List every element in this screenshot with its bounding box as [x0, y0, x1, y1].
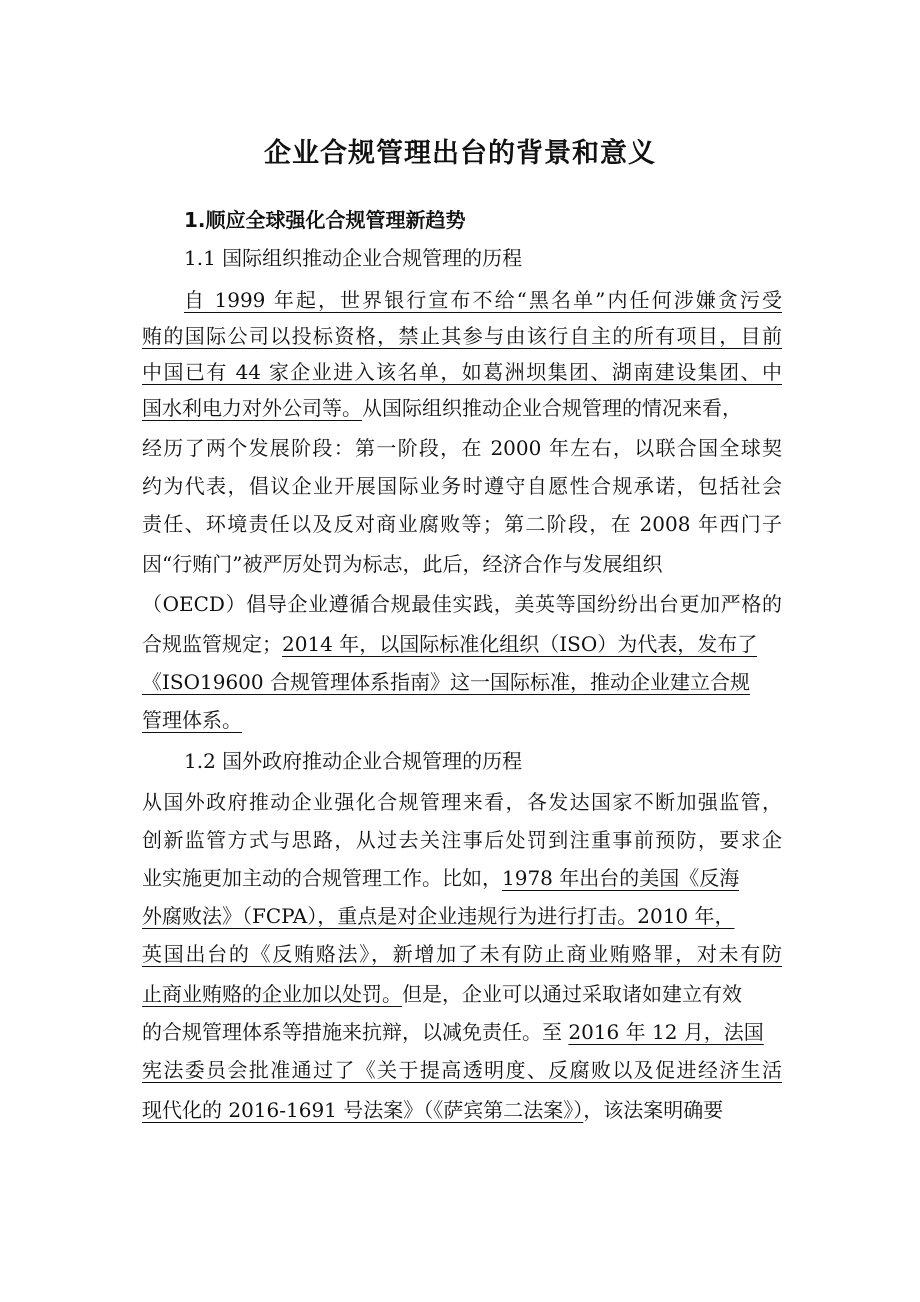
paragraph-1-line-6: 约为代表，倡议企业开展国际业务时遵守自愿性合规承诺，包括社会	[142, 474, 782, 498]
paragraph-1-line-8: 因“行贿门”被严厉处罚为标志，此后，经济合作与发展组织	[142, 552, 663, 576]
plain-text: 合规监管规定；	[142, 632, 282, 656]
paragraph-2-line-6	[142, 978, 742, 1010]
underlined-text: 国水利电力对外公司等。	[142, 396, 362, 420]
subsection-heading-1-2: 1.2 国外政府推动企业合规管理的历程	[184, 749, 523, 773]
paragraph-2-line-9	[142, 1094, 723, 1126]
section-heading-1: 1.顺应全球强化合规管理新趋势	[184, 208, 466, 232]
paragraph-1-line-4	[142, 392, 742, 424]
paragraph-1-line-9: （OECD）倡导企业遵循合规最佳实践，美英等国纷纷出台更加严格的	[142, 592, 782, 616]
paragraph-1-line-7: 责任、环境责任以及反对商业腐败等；第二阶段，在 2008 年西门子	[142, 512, 782, 536]
paragraph-1-line-5: 经历了两个发展阶段：第一阶段，在 2000 年左右，以联合国全球契	[142, 436, 782, 460]
paragraph-1-line-1: 自 1999 年起，世界银行宣布不给“黑名单”内任何涉嫌贪污受	[184, 288, 782, 312]
paragraph-1-line-2: 贿的国际公司以投标资格，禁止其参与由该行自主的所有项目，目前	[142, 324, 782, 348]
plain-text: 的合规管理体系等措施来抗辩，以减免责任。至	[142, 1020, 569, 1044]
paragraph-1-line-12: 管理体系。	[142, 708, 242, 732]
plain-text: 但是，企业可以通过采取诸如建立有效	[402, 982, 742, 1006]
plain-text: 业实施更加主动的合规管理工作。比如，	[142, 866, 502, 890]
underlined-text: 1978 年出台的美国《反海	[502, 866, 740, 890]
underlined-text: 2016 年 12 月，法国	[568, 1020, 764, 1044]
paragraph-2-line-8: 宪法委员会批准通过了《关于提高透明度、反腐败以及促进经济生活	[142, 1058, 782, 1082]
paragraph-2-line-1: 从国外政府推动企业强化合规管理来看，各发达国家不断加强监管，	[142, 790, 782, 814]
paragraph-2-line-4: 外腐败法》（FCPA），重点是对企业违规行为进行打击。2010 年，	[142, 904, 735, 928]
paragraph-2-line-3	[142, 862, 739, 894]
underlined-text: 现代化的 2016-1691 号法案》（《萨宾第二法案》）	[142, 1098, 584, 1122]
plain-text: 从国际组织推动企业合规管理的情况来看，	[362, 396, 742, 420]
paragraph-2-line-2: 创新监管方式与思路，从过去关注事后处罚到注重事前预防，要求企	[142, 828, 782, 852]
paragraph-2-line-7	[142, 1016, 764, 1048]
paragraph-1-line-11: 《ISO19600 合规管理体系指南》这一国际标准，推动企业建立合规	[142, 670, 750, 694]
document-title: 企业合规管理出台的背景和意义	[264, 138, 656, 169]
paragraph-1-line-3: 中国已有 44 家企业进入该名单，如葛洲坝集团、湖南建设集团、中	[142, 360, 782, 384]
underlined-text: 止商业贿赂的企业加以处罚。	[142, 982, 402, 1006]
subsection-heading-1-1: 1.1 国际组织推动企业合规管理的历程	[184, 246, 523, 270]
underlined-text: 2014 年，以国际标准化组织（ISO）为代表，发布了	[282, 632, 758, 656]
paragraph-2-line-5: 英国出台的《反贿赂法》，新增加了未有防止商业贿赂罪，对未有防	[142, 942, 782, 966]
plain-text: ，该法案明确要	[583, 1098, 724, 1122]
paragraph-1-line-10	[142, 628, 757, 660]
